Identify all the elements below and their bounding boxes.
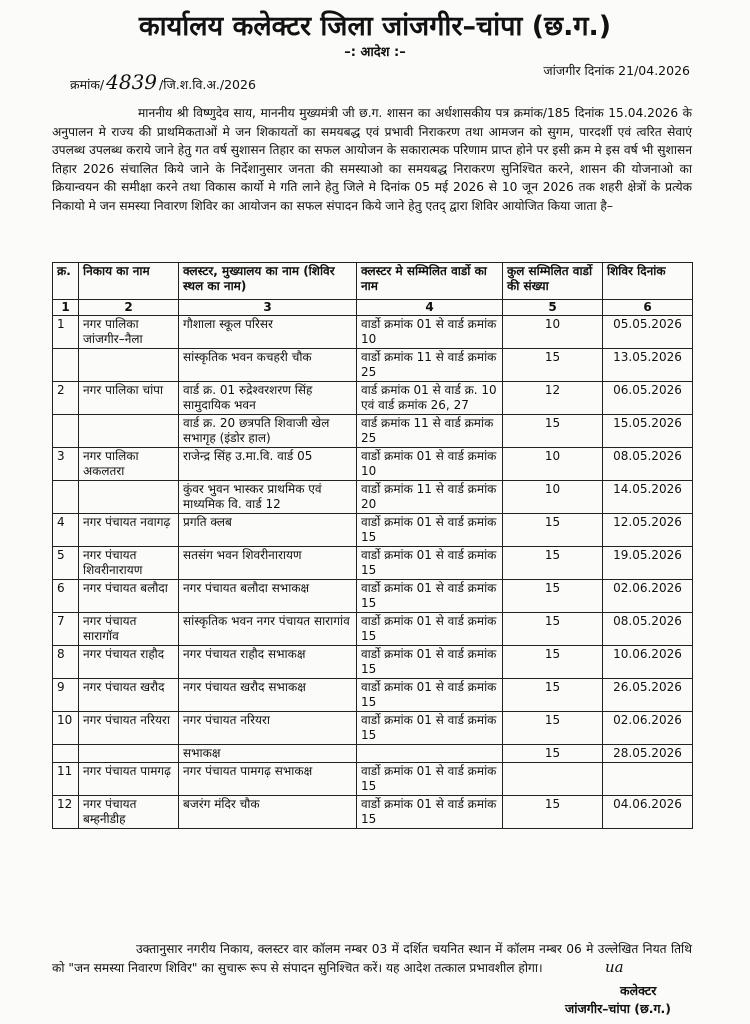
- camp-date-cell: 08.05.2026: [603, 448, 693, 481]
- site-cell: नगर पंचायत राहौद सभाकक्ष: [179, 646, 357, 679]
- site-cell: प्रगति क्लब: [179, 514, 357, 547]
- camp-schedule-table: [52, 262, 693, 829]
- wards-cell: वार्डो क्रमांक 01 से वार्ड क्रमांक 15: [357, 712, 503, 745]
- camp-date-cell: 19.05.2026: [603, 547, 693, 580]
- ward-count-cell: 15: [503, 646, 603, 679]
- camp-date-cell: 05.05.2026: [603, 316, 693, 349]
- table-row: [53, 745, 693, 763]
- ward-count-cell: 15: [503, 514, 603, 547]
- wards-cell: वार्ड क्रमांक 01 से वार्ड क्र. 10 एवं वार्ड क्रमांक 26, 27: [357, 382, 503, 415]
- site-cell: राजेन्द्र सिंह उ.मा.वि. वार्ड 05: [179, 448, 357, 481]
- ward-count-cell: 15: [503, 712, 603, 745]
- ward-count-cell: 15: [503, 580, 603, 613]
- site-cell: सतसंग भवन शिवरीनारायण: [179, 547, 357, 580]
- site-cell: सांस्कृतिक भवन कचहरी चौक: [179, 349, 357, 382]
- camp-date-cell: 10.06.2026: [603, 646, 693, 679]
- camp-date-cell: 28.05.2026: [603, 745, 693, 763]
- ward-count-cell: [503, 763, 603, 796]
- body-name-cell: नगर पंचायत सारागॉव: [79, 613, 179, 646]
- serial-cell: [53, 481, 79, 514]
- body-name-cell: नगर पालिका जांजगीर–नैला: [79, 316, 179, 349]
- serial-cell: [53, 745, 79, 763]
- body-name-cell: नगर पंचायत पामगढ़: [79, 763, 179, 796]
- ward-count-cell: 15: [503, 745, 603, 763]
- serial-cell: 9: [53, 679, 79, 712]
- column-index-row: [53, 300, 693, 316]
- wards-cell: वार्डो क्रमांक 01 से वार्ड क्रमांक 15: [357, 646, 503, 679]
- column-index: 5: [503, 300, 603, 316]
- column-index: 2: [79, 300, 179, 316]
- body-name-cell: नगर पंचायत नवागढ़: [79, 514, 179, 547]
- body-name-cell: नगर पंचायत नरियरा: [79, 712, 179, 745]
- body-paragraph: माननीय श्री विष्णुदेव साय, माननीय मुख्यमंत्री जी छ.ग. शासन का अर्धशासकीय पत्र क्रमांक/185 दिनांक 15.04.2026 के अनुपालन मे राज्य की प्राथमिकताओं मे जन शिकायतों का समयबद्ध एवं प्रभावी निराकरण तथा आमजन को सुगम, पारदर्शी एवं त्वरित सेवाएं उपलब्ध उपलब्ध कराये जाने हेतु गत वर्ष सुशासन तिहार का सफल आयोजन के सकारात्मक परिणाम प्राप्त होने पर इसी क्रम मे इस वर्ष भी सुशासन तिहार 2026 संचालित किये जाने के निर्देशानुसार जनता की समस्याओ का समयबद्ध निराकरण सुनिश्चित करने, शासन की योजनाओ का क्रियान्वयन की समीक्षा करने तथा विकास कार्यो मे गति लाने हेतु जिले मे दिनांक 05 मई 2026 से 10 जून 2026 तक शहरी क्षेत्रों के प्रत्येक निकायो मे जन समस्या निवारण शिविर का आयोजन का सफल संपादन किये जाने हेतु एतद् द्वारा शिविर आयोजित किया जाता है–: [52, 106, 692, 213]
- site-cell: सभाकक्ष: [179, 745, 357, 763]
- wards-cell: [357, 745, 503, 763]
- table-row: [53, 415, 693, 448]
- serial-cell: 12: [53, 796, 79, 829]
- wards-cell: वार्डो क्रमांक 01 से वार्ड क्रमांक 15: [357, 514, 503, 547]
- table-row: [53, 613, 693, 646]
- order-label: –: आदेश :–: [344, 45, 406, 60]
- header-cluster-site: क्लस्टर, मुख्यालय का नाम (शिविर स्थल का नाम): [179, 263, 357, 300]
- site-cell: नगर पंचायत पामगढ़ सभाकक्ष: [179, 763, 357, 796]
- table-header-row: [53, 263, 693, 300]
- body-name-cell: नगर पंचायत राहौद: [79, 646, 179, 679]
- site-cell: वार्ड क्र. 01 रुद्रेश्वरशरण सिंह सामुदायिक भवन: [179, 382, 357, 415]
- table-row: [53, 316, 693, 349]
- table-row: [53, 382, 693, 415]
- column-index: 3: [179, 300, 357, 316]
- table-row: [53, 763, 693, 796]
- body-name-cell: [79, 745, 179, 763]
- ward-count-cell: 12: [503, 382, 603, 415]
- camp-date-cell: 26.05.2026: [603, 679, 693, 712]
- serial-cell: 6: [53, 580, 79, 613]
- ward-count-cell: 10: [503, 316, 603, 349]
- body-name-cell: नगर पंचायत बलौदा: [79, 580, 179, 613]
- serial-cell: 2: [53, 382, 79, 415]
- column-index: 6: [603, 300, 693, 316]
- camp-date-cell: 02.06.2026: [603, 712, 693, 745]
- site-cell: नगर पंचायत नरियरा: [179, 712, 357, 745]
- body-name-cell: नगर पालिका चांपा: [79, 382, 179, 415]
- header-serial: क्र.: [53, 263, 79, 300]
- wards-cell: वार्डो क्रमांक 01 से वार्ड क्रमांक 15: [357, 796, 503, 829]
- site-cell: नगर पंचायत बलौदा सभाकक्ष: [179, 580, 357, 613]
- ward-count-cell: 10: [503, 481, 603, 514]
- wards-cell: वार्डो क्रमांक 01 से वार्ड क्रमांक 15: [357, 679, 503, 712]
- ward-count-cell: 10: [503, 448, 603, 481]
- serial-cell: 11: [53, 763, 79, 796]
- ward-count-cell: 15: [503, 415, 603, 448]
- ward-count-cell: 15: [503, 349, 603, 382]
- table-row: [53, 349, 693, 382]
- signatory-designation: कलेक्टर: [620, 983, 657, 998]
- camp-date-cell: 08.05.2026: [603, 613, 693, 646]
- table-row: [53, 646, 693, 679]
- wards-cell: वार्डो क्रमांक 01 से वार्ड क्रमांक 15: [357, 763, 503, 796]
- site-cell: वार्ड क्र. 20 छत्रपति शिवाजी खेल सभागृह (इंडोर हाल): [179, 415, 357, 448]
- table-row: [53, 679, 693, 712]
- wards-cell: वार्डो क्रमांक 01 से वार्ड क्रमांक 15: [357, 547, 503, 580]
- camp-date-cell: 04.06.2026: [603, 796, 693, 829]
- wards-cell: वार्डो क्रमांक 01 से वार्ड क्रमांक 15: [357, 613, 503, 646]
- body-name-cell: [79, 415, 179, 448]
- body-name-cell: नगर पंचायत खरौद: [79, 679, 179, 712]
- wards-cell: वार्डो क्रमांक 01 से वार्ड क्रमांक 10: [357, 316, 503, 349]
- wards-cell: वार्डो क्रमांक 01 से वार्ड क्रमांक 15: [357, 580, 503, 613]
- table-row: [53, 796, 693, 829]
- serial-cell: 4: [53, 514, 79, 547]
- serial-cell: 7: [53, 613, 79, 646]
- signature-mark: ua: [605, 958, 624, 976]
- ward-count-cell: 15: [503, 613, 603, 646]
- ward-count-cell: 15: [503, 547, 603, 580]
- header-body-name: निकाय का नाम: [79, 263, 179, 300]
- body-name-cell: नगर पालिका अकलतरा: [79, 448, 179, 481]
- wards-cell: वार्डो क्रमांक 11 से वार्ड क्रमांक 25: [357, 349, 503, 382]
- ref-suffix: /जि.श.वि.अ./2026: [159, 77, 256, 92]
- column-index: 1: [53, 300, 79, 316]
- table-row: [53, 712, 693, 745]
- camp-date-cell: 06.05.2026: [603, 382, 693, 415]
- office-title: कार्यालय कलेक्टर जिला जांजगीर–चांपा (छ.ग.): [138, 11, 612, 42]
- site-cell: गौशाला स्कूल परिसर: [179, 316, 357, 349]
- wards-cell: वार्ड क्रमांक 11 से वार्ड क्रमांक 25: [357, 415, 503, 448]
- signatory-place: जांजगीर–चांपा (छ.ग.): [565, 1001, 672, 1016]
- table-row: [53, 547, 693, 580]
- reference-number: [70, 70, 256, 94]
- body-name-cell: नगर पंचायत बम्हनीडीह: [79, 796, 179, 829]
- table-body: [53, 316, 693, 829]
- serial-cell: 5: [53, 547, 79, 580]
- wards-cell: वार्डो क्रमांक 11 से वार्ड क्रमांक 20: [357, 481, 503, 514]
- header-ward-count: कुल सम्मिलित वार्डो की संख्या: [503, 263, 603, 300]
- ward-count-cell: 15: [503, 796, 603, 829]
- serial-cell: 8: [53, 646, 79, 679]
- table-row: [53, 514, 693, 547]
- camp-date-cell: 12.05.2026: [603, 514, 693, 547]
- site-cell: बजरंग मंदिर चौक: [179, 796, 357, 829]
- table-row: [53, 580, 693, 613]
- place-date: जांजगीर दिनांक 21/04.2026: [543, 63, 690, 78]
- serial-cell: 3: [53, 448, 79, 481]
- serial-cell: [53, 349, 79, 382]
- site-cell: नगर पंचायत खरौद सभाकक्ष: [179, 679, 357, 712]
- table-row: [53, 448, 693, 481]
- camp-date-cell: 13.05.2026: [603, 349, 693, 382]
- wards-cell: वार्डो क्रमांक 01 से वार्ड क्रमांक 10: [357, 448, 503, 481]
- closing-paragraph: उक्तानुसार नगरीय निकाय, क्लस्टर वार कॉलम नम्बर 03 में दर्शित चयनित स्थान में कॉलम नम्बर 06 मे उल्लेखित नियत तिथि को "जन समस्या निवारण शिविर" का सुचारू रूप से संपादन सुनिश्चित करें। यह आदेश तत्काल प्रभावशील होगा।: [52, 942, 692, 975]
- ref-number-handwritten: 4839: [106, 70, 158, 94]
- table-row: [53, 481, 693, 514]
- serial-cell: 1: [53, 316, 79, 349]
- body-name-cell: [79, 481, 179, 514]
- camp-date-cell: 02.06.2026: [603, 580, 693, 613]
- camp-date-cell: 14.05.2026: [603, 481, 693, 514]
- ward-count-cell: 15: [503, 679, 603, 712]
- site-cell: कुंवर भुवन भास्कर प्राथमिक एवं माध्यमिक वि. वार्ड 12: [179, 481, 357, 514]
- column-index: 4: [357, 300, 503, 316]
- body-name-cell: [79, 349, 179, 382]
- site-cell: सांस्कृतिक भवन नगर पंचायत सारागांव: [179, 613, 357, 646]
- ref-prefix: क्रमांक/: [70, 77, 105, 92]
- serial-cell: 10: [53, 712, 79, 745]
- serial-cell: [53, 415, 79, 448]
- header-wards: क्लस्टर मे सम्मिलित वार्डो का नाम: [357, 263, 503, 300]
- body-name-cell: नगर पंचायत शिवरीनारायण: [79, 547, 179, 580]
- camp-date-cell: 15.05.2026: [603, 415, 693, 448]
- header-camp-date: शिविर दिनांक: [603, 263, 693, 300]
- camp-date-cell: [603, 763, 693, 796]
